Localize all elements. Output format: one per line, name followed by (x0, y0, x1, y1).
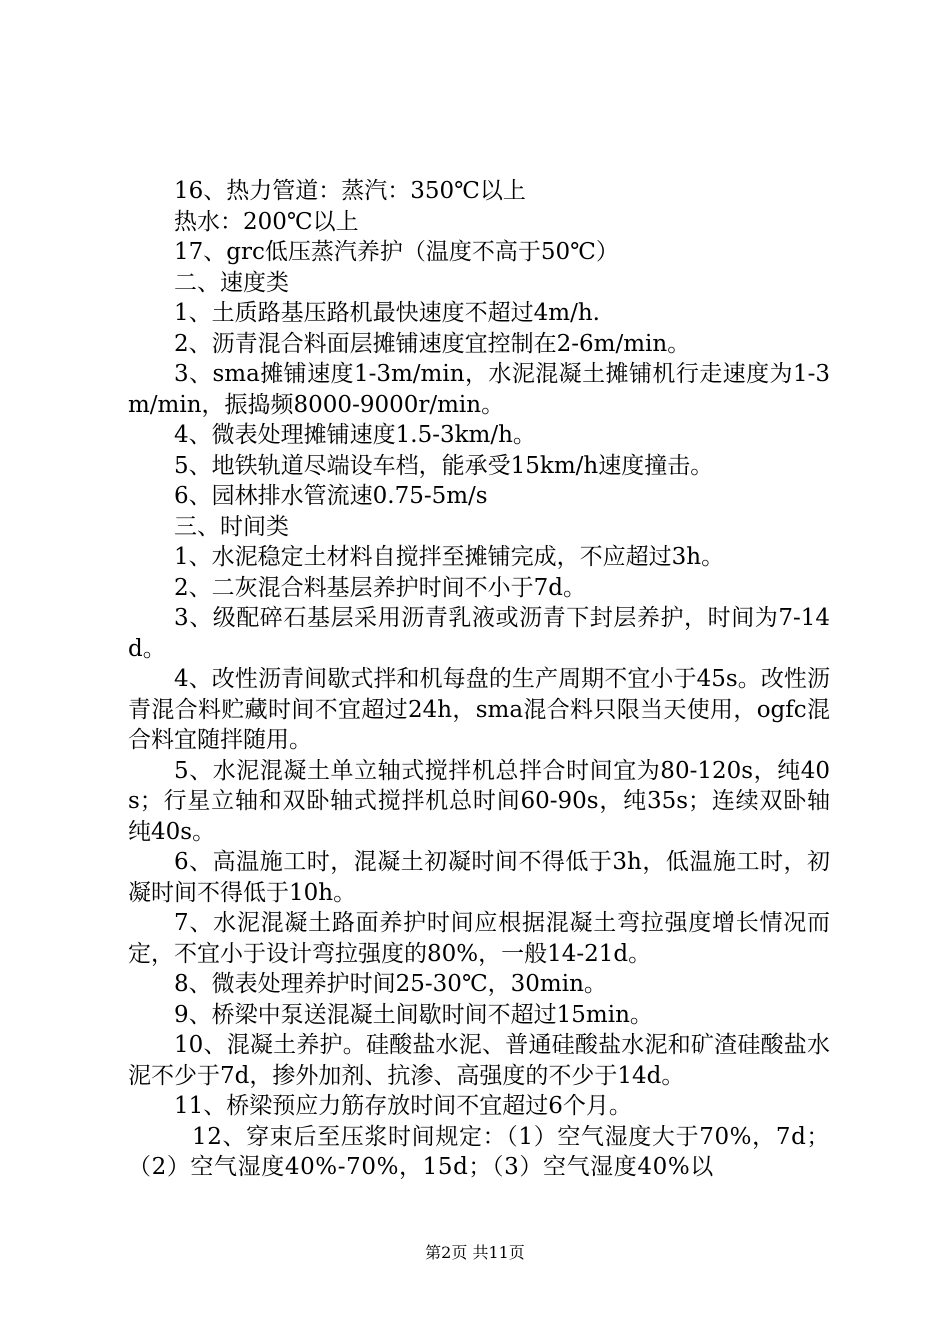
paragraph-time-11: 11、桥梁预应力筋存放时间不宜超过6个月。 (174, 1093, 632, 1119)
paragraph-speed-5: 5、地铁轨道尽端设车档，能承受15km/h速度撞击。 (174, 452, 714, 479)
paragraph-time-7: 7、水泥混凝土路面养护时间应根据混凝土弯拉强度增长情况而定，不宜小于设计弯拉强度的80%，一般14-21d。 (128, 910, 830, 967)
paragraph-time-5: 5、水泥混凝土单立轴式搅拌机总拌合时间宜为80-120s，纯40s；行星立轴和双卧轴式搅拌机总时间60-90s，纯35s；连续双卧轴纯40s。 (128, 757, 830, 845)
paragraph-time-9: 9、桥梁中泵送混凝土间歇时间不超过15min。 (174, 1001, 653, 1028)
paragraph-grc-curing: 17、grc低压蒸汽养护（温度不高于50℃） (174, 239, 619, 265)
section-heading-speed: 二、速度类 (174, 269, 289, 296)
paragraph-speed-6: 6、园林排水管流速0.75-5m/s (174, 483, 488, 509)
paragraph-time-6: 6、高温施工时，混凝土初凝时间不得低于3h，低温施工时，初凝时间不得低于10h。 (128, 849, 830, 906)
paragraph-speed-2: 2、沥青混合料面层摊铺速度宜控制在2-6m/min。 (174, 330, 691, 357)
paragraph-time-8: 8、微表处理养护时间25-30℃，30min。 (174, 971, 607, 997)
paragraph-time-10: 10、混凝土养护。硅酸盐水泥、普通硅酸盐水泥和矿渣硅酸盐水泥不少于7d，掺外加剂、抗渗、高强度的不少于14d。 (128, 1032, 830, 1089)
paragraph-speed-4: 4、微表处理摊铺速度1.5-3km/h。 (174, 422, 536, 448)
paragraph-time-2: 2、二灰混合料基层养护时间不小于7d。 (174, 574, 586, 601)
document-body (128, 176, 830, 1183)
paragraph-speed-1: 1、土质路基压路机最快速度不超过4m/h. (174, 300, 600, 326)
section-heading-time: 三、时间类 (174, 513, 289, 540)
paragraph-heat-pipe-steam: 16、热力管道：蒸汽：350℃以上 (174, 178, 526, 204)
page-footer: 第2页 共11页 (425, 1243, 525, 1262)
paragraph-time-1: 1、水泥稳定土材料自搅拌至摊铺完成，不应超过3h。 (174, 544, 725, 570)
paragraph-heat-pipe-water: 热水：200℃以上 (174, 208, 359, 235)
paragraph-time-3: 3、级配碎石基层采用沥青乳液或沥青下封层养护，时间为7-14d。 (128, 605, 830, 662)
paragraph-speed-3: 3、sma摊铺速度1-3m/min，水泥混凝土摊铺机行走速度为1-3m/min，振捣频8000-9000r/min。 (128, 361, 830, 418)
paragraph-time-4: 4、改性沥青间歇式拌和机每盘的生产周期不宜小于45s。改性沥青混合料贮藏时间不宜超过24h，sma混合料只限当天使用，ogfc混合料宜随拌随用。 (128, 666, 830, 753)
paragraph-time-12: 12、穿束后至压浆时间规定：（1）空气湿度大于70%，7d；（2）空气湿度40%-70%，15d；（3）空气湿度40%以 (128, 1123, 830, 1180)
